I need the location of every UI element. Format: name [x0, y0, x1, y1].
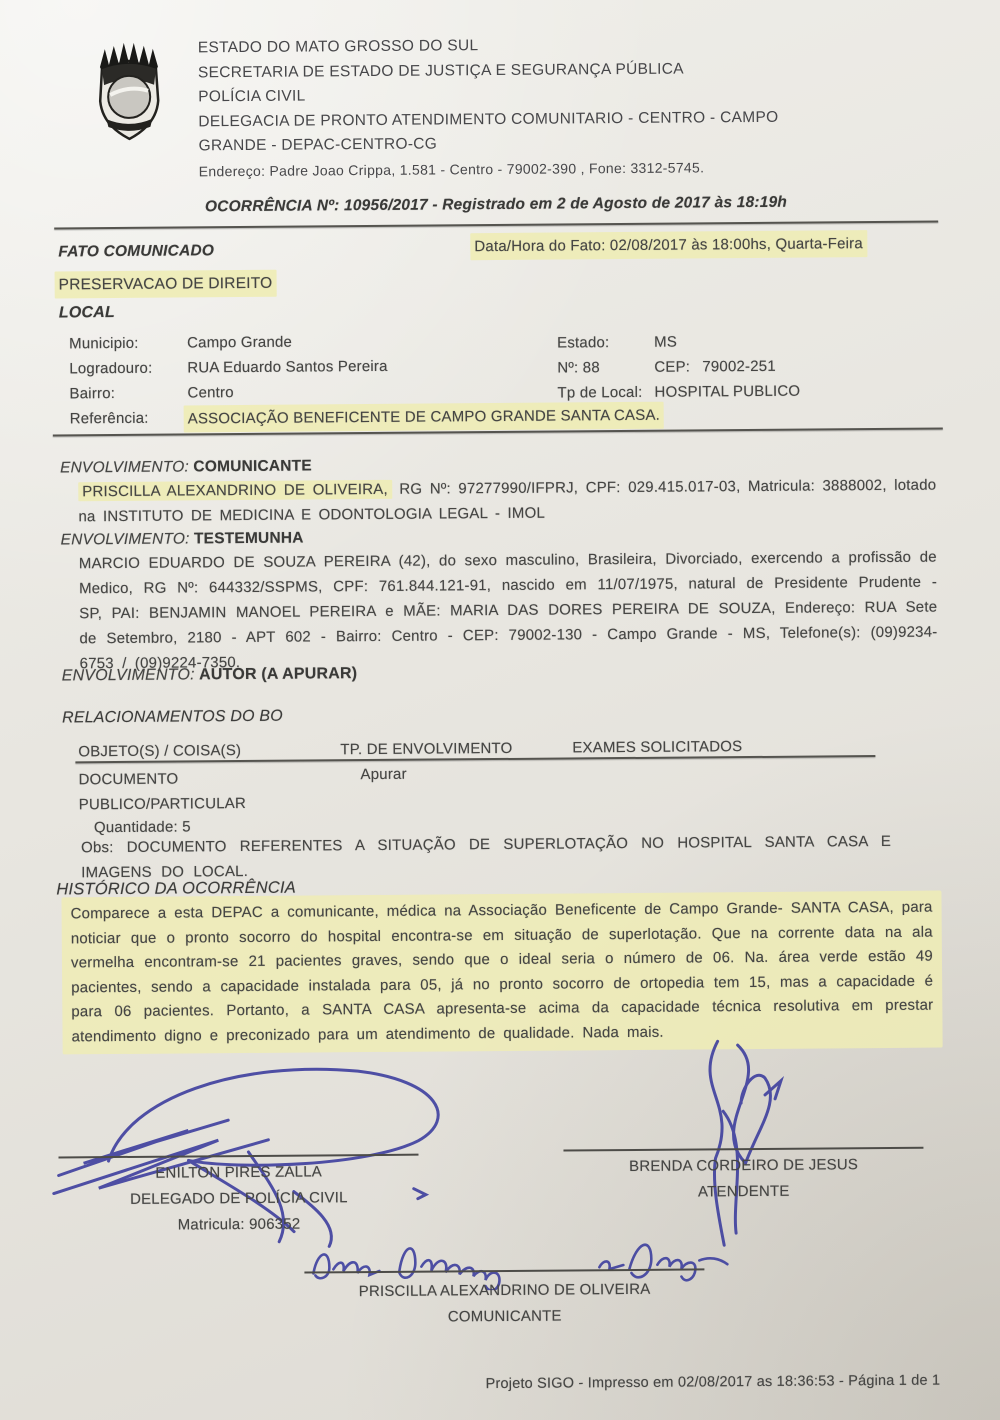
signature-line-delegado [58, 1154, 418, 1158]
column-header-tp: TP. DE ENVOLVIMENTO [340, 739, 513, 759]
delegado-name: ENILTON PIRES ZALLA [155, 1163, 323, 1182]
tp-local-value: HOSPITAL PUBLICO [654, 382, 801, 401]
numero-value: Nº: 88 [557, 359, 600, 377]
delegado-title: DELEGADO DE POLÍCIA CIVIL [129, 1189, 348, 1208]
logradouro-value: RUA Eduardo Santos Pereira [187, 357, 388, 377]
referencia-label: Referência: [69, 409, 149, 428]
cep-value: 79002-251 [702, 357, 776, 376]
bairro-value: Centro [187, 384, 234, 402]
org-line: ESTADO DO MATO GROSSO DO SUL [197, 37, 479, 57]
comunicante-sig-name: PRISCILLA ALEXANDRINO DE OLIVEIRA [358, 1280, 651, 1301]
estado-value: MS [654, 333, 678, 351]
testemunha-paragraph: MARCIO EDUARDO DE SOUZA PEREIRA (42), do sexo masculino, Brasileira, Divorciado, exercendo a profissão de Medico, RG Nº: 644332/SSPMS, CPF: 761.844.121-91, nascido em 11/07/1975, natural de Presidente Prudente - SP, PAI: BENJAMIN MANOEL PEREIRA e MÃE: MARIA DAS DORES PEREIRA DE SOUZA, Endereço: RUA Sete de Setembro, 2180 - APT 602 - Bairro: Centro - CEP: 79002-130 - Campo Grande - MS, Telefone(s): (09)9234-6753 / (09)9224-7350. [78, 548, 938, 673]
column-header-exames: EXAMES SOLICITADOS [572, 738, 743, 757]
envolvimento-testemunha-header [61, 526, 304, 553]
tp-local-label: Tp de Local: [557, 383, 643, 402]
signature-atendente [623, 1032, 855, 1249]
envolvimento-label: ENVOLVIMENTO: [60, 458, 190, 477]
cep-label: CEP: [654, 358, 691, 376]
org-line: GRANDE - DEPAC-CENTRO-CG [198, 135, 438, 155]
letterhead [198, 31, 839, 183]
envolvimento-autor-header [62, 661, 358, 688]
comunicante-details: RG Nº: 97277990/IFPRJ, CPF: 029.415.017-03, Matricula: 3888002, lotado na INSTITUTO DE MEDICINA E ODONTOLOGIA LEGAL - IMOL [78, 476, 937, 526]
historico-label: HISTÓRICO DA OCORRÊNCIA [56, 878, 297, 899]
police-crest-icon [88, 39, 171, 146]
envolvimento-label: ENVOLVIMENTO: [61, 666, 195, 685]
delegado-matricula: Matricula: 906352 [177, 1215, 301, 1234]
comunicante-name: PRISCILLA ALEXANDRINO DE OLIVEIRA, [78, 480, 392, 501]
atendente-title: ATENDENTE [697, 1182, 790, 1201]
atendente-name: BRENDA CORDEIRO DE JESUS [629, 1156, 859, 1176]
signature-line-comunicante [304, 1268, 704, 1273]
referencia-value: ASSOCIAÇÃO BENEFICENTE DE CAMPO GRANDE SANTA CASA. [184, 402, 665, 433]
envolvimento-role: AUTOR (A APURAR) [199, 665, 358, 684]
column-header-objeto: OBJETO(S) / COISA(S) [78, 742, 242, 761]
objeto-cell-line2: PUBLICO/PARTICULAR [78, 794, 247, 814]
org-line: Endereço: Padre Joao Crippa, 1.581 - Centro - 79002-390 , Fone: 3312-5745. [198, 158, 705, 179]
fato-datetime: Data/Hora do Fato: 02/08/2017 às 18:00hs, Quarta-Feira [470, 230, 867, 260]
fato-nature: PRESERVACAO DE DIREITO [55, 270, 277, 299]
org-line: SECRETARIA DE ESTADO DE JUSTIÇA E SEGURANÇA PÚBLICA [197, 60, 684, 81]
quantidade: Quantidade: 5 [93, 818, 191, 837]
comunicante-sig-title: COMUNICANTE [447, 1307, 562, 1326]
signature-line-atendente [563, 1147, 923, 1151]
occurrence-title: OCORRÊNCIA Nº: 10956/2017 - Registrado em 2 de Agosto de 2017 às 18:19h [204, 193, 788, 216]
envolvimento-comunicante-header [60, 453, 312, 480]
municipio-value: Campo Grande [187, 333, 293, 352]
divider [54, 221, 938, 230]
org-line: DELEGACIA DE PRONTO ATENDIMENTO COMUNITARIO - CENTRO - CAMPO [198, 108, 779, 130]
envolvimento-label: ENVOLVIMENTO: [60, 530, 190, 549]
org-line: POLÍCIA CIVIL [198, 87, 306, 106]
tp-envolvimento-cell: Apurar [360, 765, 407, 784]
logradouro-label: Logradouro: [69, 359, 153, 378]
local-label: LOCAL [58, 304, 116, 322]
obs-paragraph: Obs: DOCUMENTO REFERENTES A SITUAÇÃO DE SUPERLOTAÇÃO NO HOSPITAL SANTA CASA E IMAGENS DO LOCAL. [81, 832, 892, 882]
bairro-label: Bairro: [69, 385, 116, 403]
footer-print-info: Projeto SIGO - Impresso em 02/08/2017 as 18:36:53 - Página 1 de 1 [485, 1372, 941, 1393]
municipio-label: Municipio: [69, 334, 139, 353]
fato-comunicado-label: FATO COMUNICADO [58, 242, 215, 261]
envolvimento-role: COMUNICANTE [193, 457, 312, 476]
objeto-cell-line1: DOCUMENTO [78, 770, 179, 789]
estado-label: Estado: [557, 334, 610, 352]
historico-paragraph: Comparece a esta DEPAC a comunicante, médica na Associação Beneficente de Campo Grande- SANTA CASA, para noticiar que o pronto socorro do hospital encontra-se em situação de superlotação. Que na corrente data na ala vermelha encontram-se 21 pacientes graves, sendo que o ideal seria o número de 06. Na. área verde estão 49 pacientes, sendo a capacidade instalada para 05, já no pronto socorro de ortopedia tem 15, mas a capacidade é para 06 pacientes. Portanto, a SANTA CASA apresenta-se acima da capacidade técnica resolutiva em prestar atendimento digno e preconizado para um atendimento de qualidade. Nada mais. [61, 891, 942, 1055]
comunicante-paragraph [78, 473, 936, 530]
envolvimento-role: TESTEMUNHA [193, 529, 304, 548]
relacionamentos-label: RELACIONAMENTOS DO BO [61, 707, 283, 727]
